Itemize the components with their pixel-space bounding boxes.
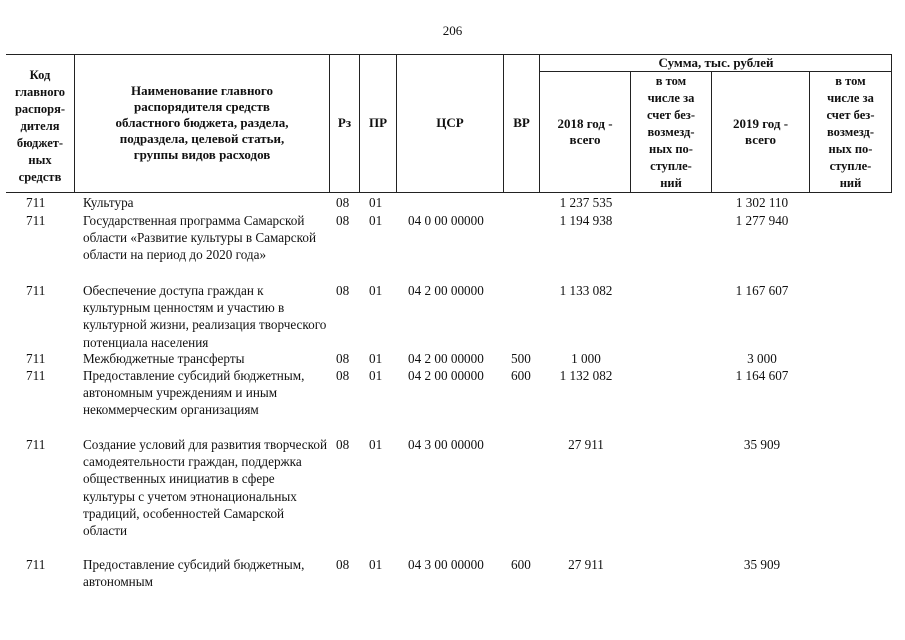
row-code: 711 bbox=[26, 437, 46, 452]
header-csr: ЦСР bbox=[436, 115, 464, 130]
row-rz: 08 bbox=[336, 368, 350, 383]
table-body bbox=[6, 194, 892, 640]
row-csr: 04 3 00 00000 bbox=[408, 557, 484, 572]
row-rz: 08 bbox=[336, 213, 350, 228]
header-2019-total: 2019 год - всего bbox=[732, 116, 789, 147]
row-2018-total: 1 133 082 bbox=[559, 283, 613, 298]
header-pr: ПР bbox=[368, 115, 388, 130]
row-pr: 01 bbox=[369, 351, 383, 366]
row-rz: 08 bbox=[336, 351, 350, 366]
row-name: Обеспечение доступа граждан к культурным ценностям и участию в культурной жизни, реализация творческого потенциала населения bbox=[83, 283, 327, 350]
row-2018-total: 27 911 bbox=[568, 557, 604, 572]
row-name: Предоставление субсидий бюджетным, автономным bbox=[83, 557, 305, 590]
row-name: Предоставление субсидий бюджетным, автономным учреждениям и иным некоммерческим организациям bbox=[83, 368, 305, 418]
row-rz: 08 bbox=[336, 283, 350, 298]
row-2019-total: 35 909 bbox=[743, 557, 781, 572]
header-rz: Рз bbox=[337, 115, 352, 130]
row-2019-total: 35 909 bbox=[743, 437, 781, 452]
row-code: 711 bbox=[26, 557, 46, 572]
row-2019-total: 1 302 110 bbox=[735, 195, 789, 210]
header-code: Код главного распоря- дителя бюджет- ных средств bbox=[14, 67, 66, 184]
row-pr: 01 bbox=[369, 283, 383, 298]
row-code: 711 bbox=[26, 368, 46, 383]
row-rz: 08 bbox=[336, 195, 350, 210]
table-header bbox=[6, 54, 892, 193]
header-name: Наименование главного распорядителя средств областного бюджета, раздела, подраздела, целевой статьи, группы видов расходов bbox=[115, 83, 289, 162]
row-vr: 500 bbox=[511, 351, 531, 366]
row-pr: 01 bbox=[369, 368, 383, 383]
row-vr: 600 bbox=[511, 368, 531, 383]
header-2018-total: 2018 год - всего bbox=[557, 116, 613, 147]
row-2019-total: 1 167 607 bbox=[735, 283, 789, 298]
row-csr: 04 2 00 00000 bbox=[408, 283, 484, 298]
row-code: 711 bbox=[26, 283, 46, 298]
row-csr: 04 0 00 00000 bbox=[408, 213, 484, 228]
row-name: Межбюджетные трансферты bbox=[83, 351, 245, 366]
row-code: 711 bbox=[26, 351, 46, 366]
row-2019-total: 3 000 bbox=[747, 351, 777, 366]
header-bottom-border bbox=[6, 192, 892, 193]
row-name: Культура bbox=[83, 195, 134, 210]
row-name: Государственная программа Самарской области «Развитие культуры в Самарской области на период до 2020 года» bbox=[83, 213, 317, 263]
row-pr: 01 bbox=[369, 213, 383, 228]
row-2018-total: 27 911 bbox=[568, 437, 604, 452]
header-vr: ВР bbox=[513, 115, 530, 130]
row-csr: 04 3 00 00000 bbox=[408, 437, 484, 452]
row-code: 711 bbox=[26, 195, 46, 210]
header-2018-free: в том числе за счет без- возмезд- ных по- ступле- ний bbox=[647, 73, 695, 190]
row-csr: 04 2 00 00000 bbox=[408, 351, 484, 366]
row-code: 711 bbox=[26, 213, 46, 228]
header-2019-free: в том числе за счет без- возмезд- ных по- ступле- ний bbox=[826, 73, 875, 190]
header-right-border bbox=[891, 54, 892, 193]
row-name: Создание условий для развития творческой самодеятельности граждан, поддержка общественных инициатив в сфере культуры с учетом этнонациональных традиций, особенностей Самарской области bbox=[83, 437, 328, 539]
row-2018-total: 1 000 bbox=[571, 351, 601, 366]
row-2019-total: 1 164 607 bbox=[735, 368, 789, 383]
row-rz: 08 bbox=[336, 557, 350, 572]
page-number: 206 bbox=[442, 23, 463, 38]
row-pr: 01 bbox=[369, 557, 383, 572]
row-pr: 01 bbox=[369, 195, 383, 210]
row-2018-total: 1 132 082 bbox=[559, 368, 613, 383]
row-2019-total: 1 277 940 bbox=[735, 213, 789, 228]
row-vr: 600 bbox=[511, 557, 531, 572]
header-sum: Сумма, тыс. рублей bbox=[658, 54, 774, 70]
row-rz: 08 bbox=[336, 437, 350, 452]
row-2018-total: 1 237 535 bbox=[559, 195, 613, 210]
row-csr: 04 2 00 00000 bbox=[408, 368, 484, 383]
row-pr: 01 bbox=[369, 437, 383, 452]
row-2018-total: 1 194 938 bbox=[559, 213, 613, 228]
